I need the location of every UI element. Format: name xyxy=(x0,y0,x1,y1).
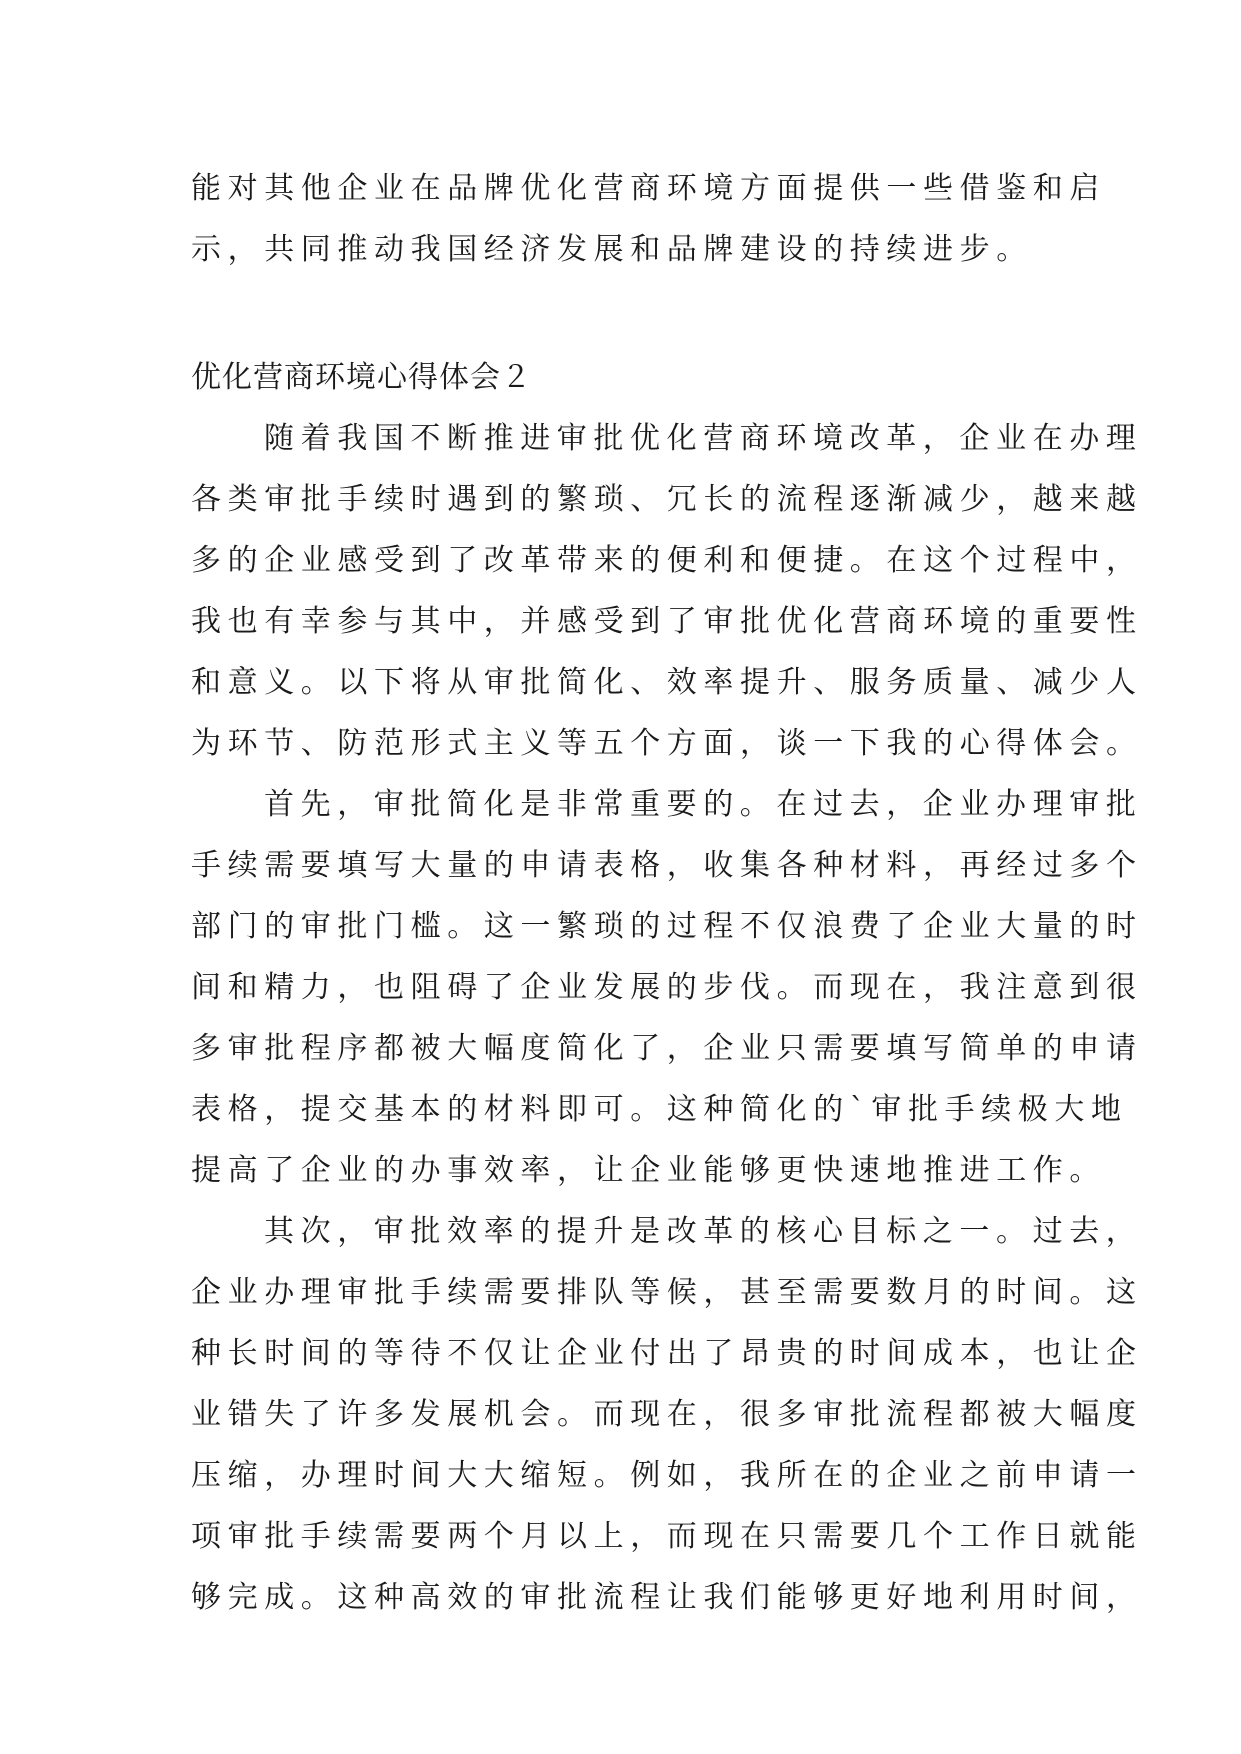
paragraph-line: 首先，审批简化是非常重要的。在过去，企业办理审批 xyxy=(264,787,1143,822)
section-gap xyxy=(191,280,1051,347)
paragraph-line: 企业办理审批手续需要排队等候，甚至需要数月的时间。这 xyxy=(191,1275,1143,1310)
intro-line: 能对其他企业在品牌优化营商环境方面提供一些借鉴和启 xyxy=(191,171,1106,206)
paragraph-line: 表格，提交基本的材料即可。这种简化的`审批手续极大地 xyxy=(191,1092,1128,1127)
section-heading: 优化营商环境心得体会２ xyxy=(191,360,532,395)
paragraph-line: 随着我国不断推进审批优化营商环境改革，企业在办理 xyxy=(264,421,1143,456)
paragraph-line: 和意义。以下将从审批简化、效率提升、服务质量、减少人 xyxy=(191,665,1143,700)
paragraph-line: 间和精力，也阻碍了企业发展的步伐。而现在，我注意到很 xyxy=(191,970,1143,1005)
paragraph-line: 压缩，办理时间大大缩短。例如，我所在的企业之前申请一 xyxy=(191,1458,1143,1493)
paragraph-line: 手续需要填写大量的申请表格，收集各种材料，再经过多个 xyxy=(191,848,1143,883)
paragraph-line: 各类审批手续时遇到的繁琐、冗长的流程逐渐减少，越来越 xyxy=(191,482,1143,517)
paragraph-line: 多审批程序都被大幅度简化了，企业只需要填写简单的申请 xyxy=(191,1031,1143,1066)
paragraph-line: 其次，审批效率的提升是改革的核心目标之一。过去， xyxy=(264,1214,1143,1249)
paragraph-line: 多的企业感受到了改革带来的便利和便捷。在这个过程中， xyxy=(191,543,1143,578)
paragraph-line: 为环节、防范形式主义等五个方面，谈一下我的心得体会。 xyxy=(191,726,1143,761)
paragraph-line: 种长时间的等待不仅让企业付出了昂贵的时间成本，也让企 xyxy=(191,1336,1143,1371)
paragraph-line: 提高了企业的办事效率，让企业能够更快速地推进工作。 xyxy=(191,1153,1106,1188)
paragraph-line: 部门的审批门槛。这一繁琐的过程不仅浪费了企业大量的时 xyxy=(191,909,1143,944)
paragraph-line: 够完成。这种高效的审批流程让我们能够更好地利用时间， xyxy=(191,1580,1143,1615)
intro-line: 示，共同推动我国经济发展和品牌建设的持续进步。 xyxy=(191,232,1033,267)
document-page xyxy=(191,158,1143,1628)
paragraph-line: 我也有幸参与其中，并感受到了审批优化营商环境的重要性 xyxy=(191,604,1143,639)
paragraph-line: 项审批手续需要两个月以上，而现在只需要几个工作日就能 xyxy=(191,1519,1143,1554)
paragraph-line: 业错失了许多发展机会。而现在，很多审批流程都被大幅度 xyxy=(191,1397,1143,1432)
